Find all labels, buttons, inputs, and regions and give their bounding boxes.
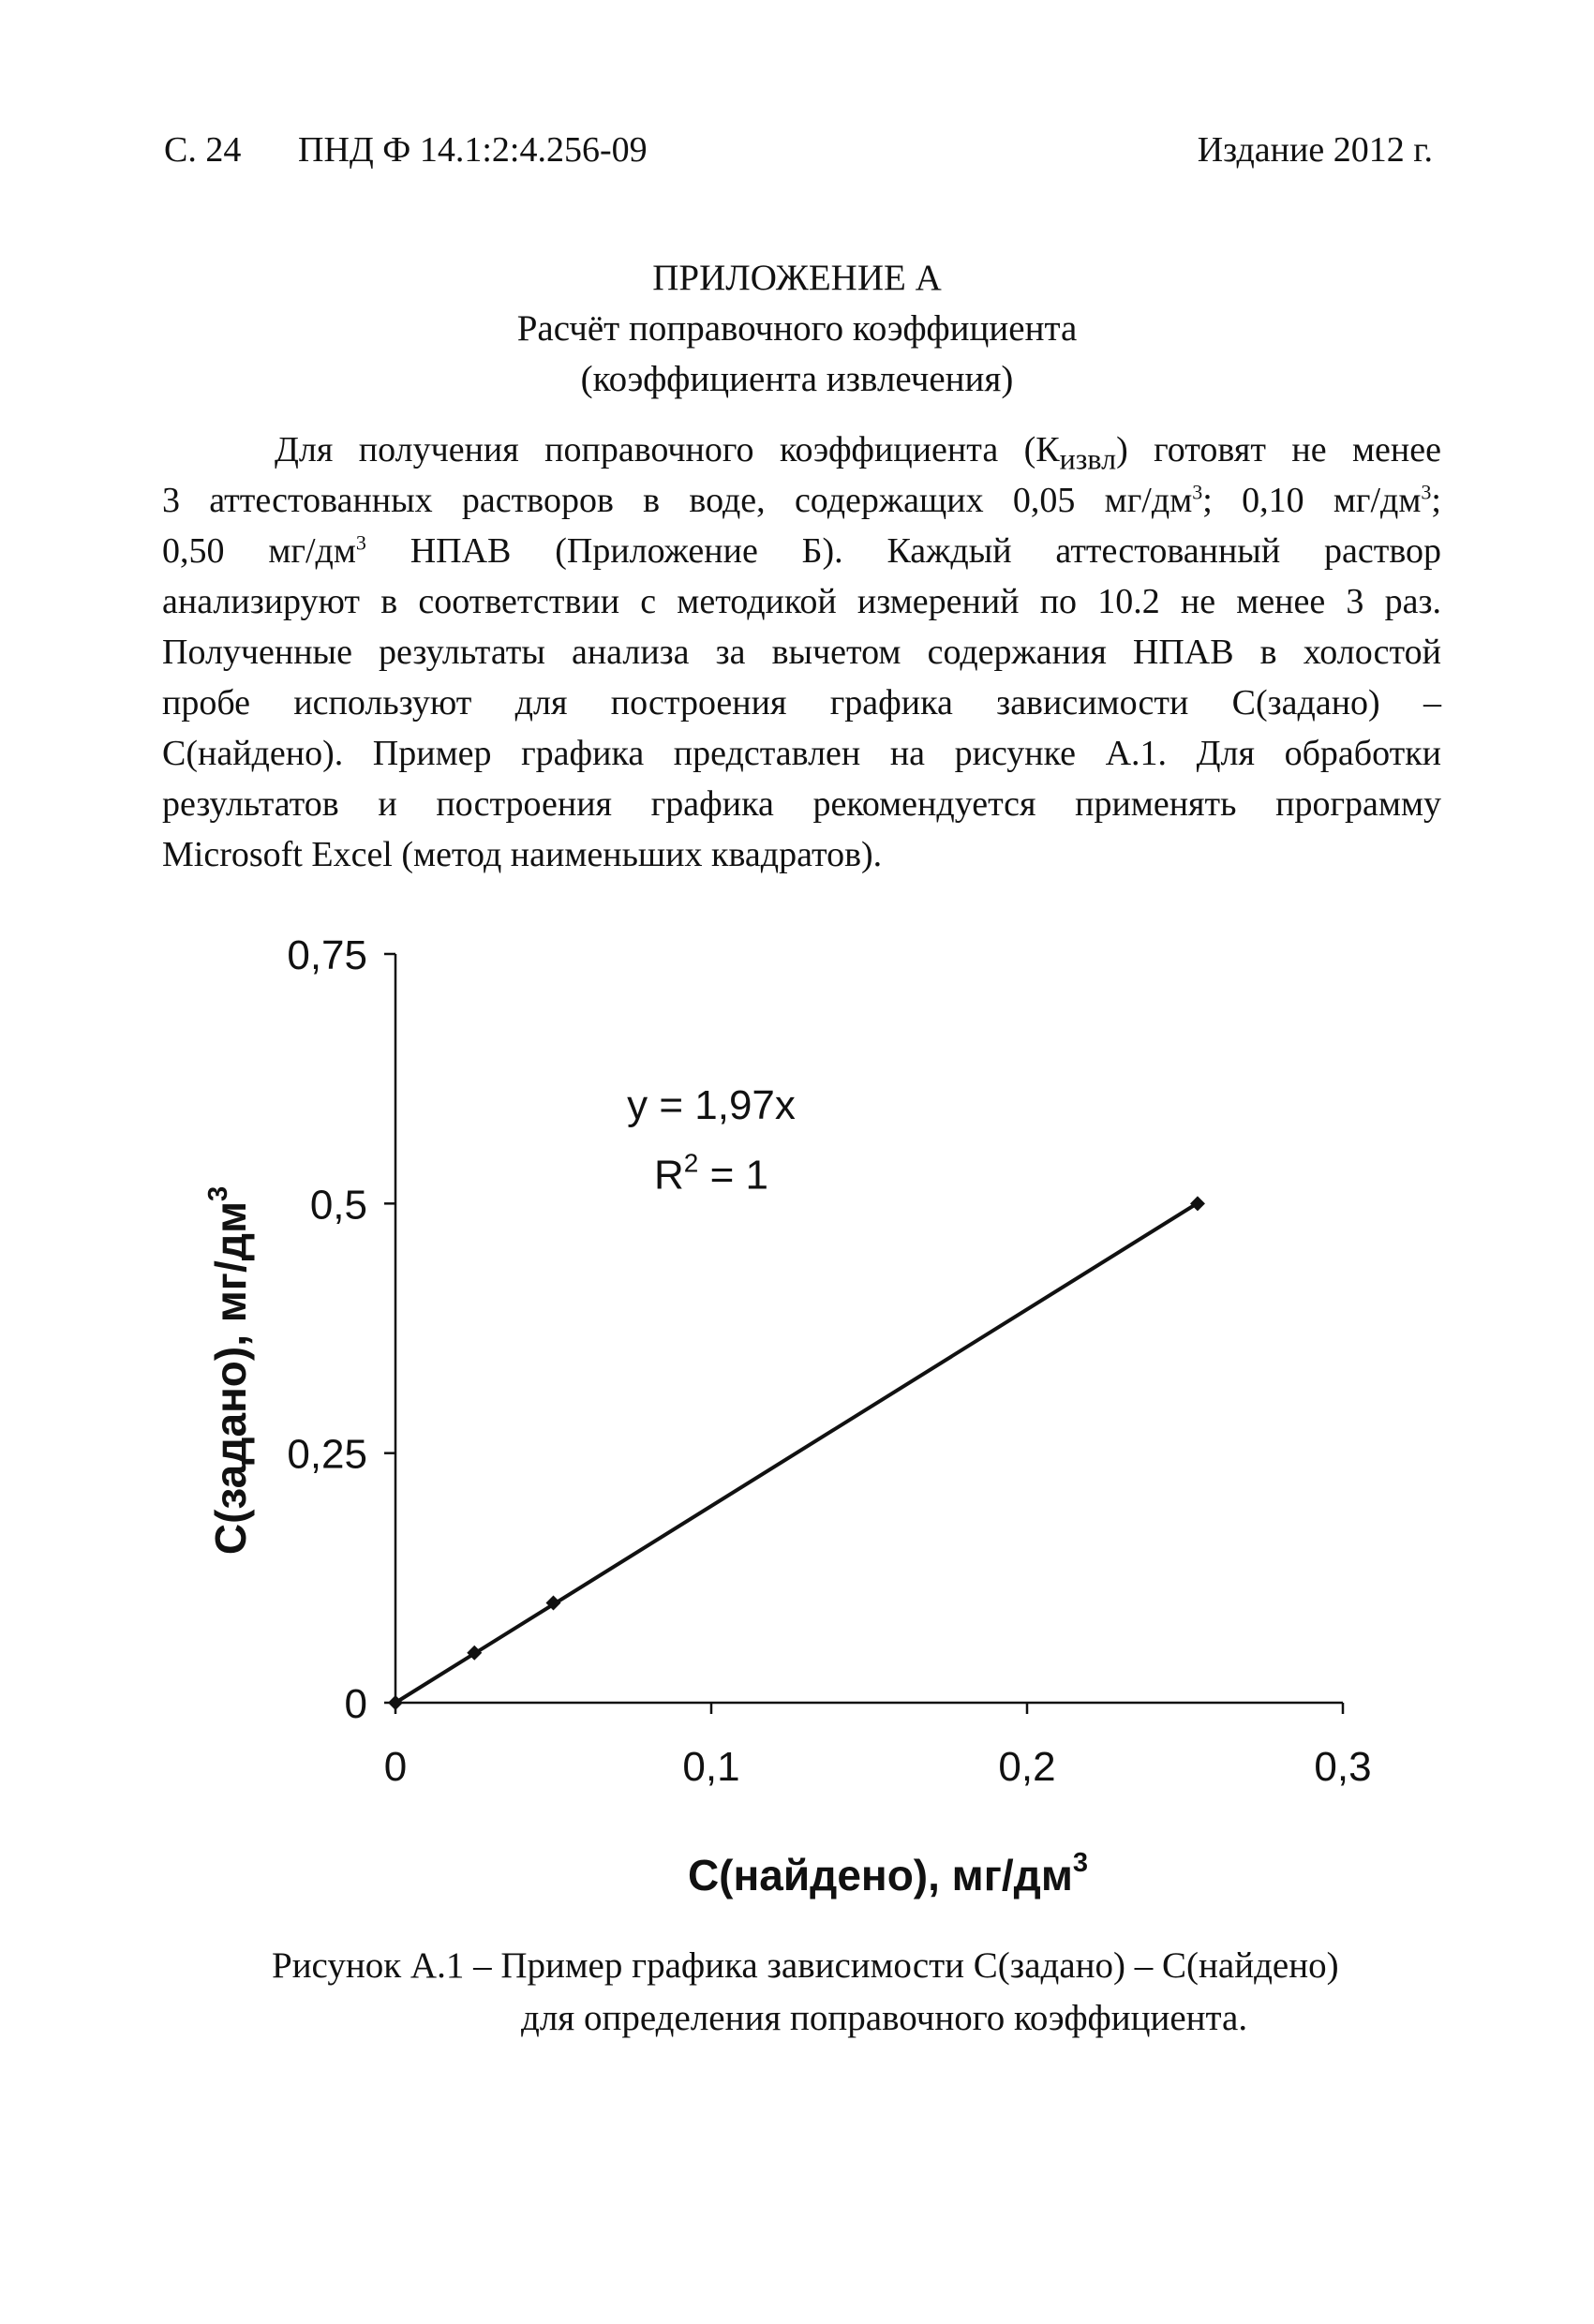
chart-series [388,1196,1205,1710]
r-squared-label [654,1148,768,1198]
body-line-4: анализируют в соответствии с методикой измерений по 10.2 не менее 3 раз. [162,582,1441,621]
appendix-heading: ПРИЛОЖЕНИЕ А [652,258,942,298]
body-text-fragment: ) готовят не менее [1116,430,1441,469]
superscript: 3 [1421,480,1432,504]
document-code: ПНД Ф 14.1:2:4.256-09 [298,130,648,170]
y-axis-title-text: С(задано), мг/дм [206,1201,255,1556]
x-tick-label: 0,2 [998,1744,1056,1790]
body-line-7: С(найдено). Пример графика представлен на рисунке А.1. Для обработки [162,734,1441,773]
r2-suffix: = 1 [698,1152,768,1199]
x-tick-label: 0,1 [682,1744,740,1790]
body-line-8: результатов и построения графика рекомендуется применять программу [162,784,1441,824]
y-tick-label: 0,5 [309,1182,367,1229]
body-text-fragment: Для получения поправочного коэффициента (К [275,430,1060,469]
body-line-5: Полученные результаты анализа за вычетом содержания НПАВ в холостой [162,633,1441,672]
figure-caption [0,1940,1594,2045]
appendix-title-line-1: Расчёт поправочного коэффициента [516,308,1078,349]
y-tick-label: 0 [344,1681,367,1727]
chart-ticks [287,932,1371,1790]
appendix-title-line-2: (коэффициента извлечения) [580,359,1014,399]
chart-axes [395,954,1343,1703]
y-tick-label: 0,75 [287,932,367,978]
x-axis-title-superscript: 3 [1072,1848,1089,1878]
edition-label: Издание 2012 г. [1197,130,1433,170]
body-text-fragment: ; 0,10 мг/дм [1202,481,1422,520]
page-number: С. 24 [164,130,242,170]
body-text-fragment: 0,50 мг/дм [162,531,356,571]
superscript: 3 [355,530,366,555]
x-tick-label: 0,3 [1314,1744,1372,1790]
x-axis-title-text: С(найдено), мг/дм [687,1851,1073,1899]
y-tick-label: 0,25 [287,1431,367,1478]
subscript: извл [1059,441,1117,476]
body-text-fragment: 3 аттестованных растворов в воде, содержащих 0,05 мг/дм [162,481,1193,520]
y-axis-title-superscript: 3 [203,1185,233,1202]
r2-prefix: R [654,1152,684,1199]
body-line-9: Microsoft Excel (метод наименьших квадратов). [162,835,883,874]
superscript: 3 [1192,480,1203,504]
r2-superscript: 2 [683,1148,699,1178]
x-axis-title [688,1848,1088,1899]
figure-caption-line-2: для определения поправочного коэффициента. [521,1998,1248,2038]
figure-caption-line-1: Рисунок А.1 – Пример графика зависимости С(задано) – С(найдено) [272,1945,1339,1986]
trendline [395,1203,1198,1703]
data-point [1190,1196,1205,1211]
trendline-equation: y = 1,97x [627,1081,796,1128]
body-text-fragment: НПАВ (Приложение Б). Каждый аттестованный раствор [365,531,1442,571]
y-axis-title [203,1186,255,1555]
body-line-6: пробе используют для построения графика зависимости С(задано) – [162,683,1441,723]
body-text-fragment: ; [1431,481,1441,520]
x-tick-label: 0 [383,1744,408,1790]
